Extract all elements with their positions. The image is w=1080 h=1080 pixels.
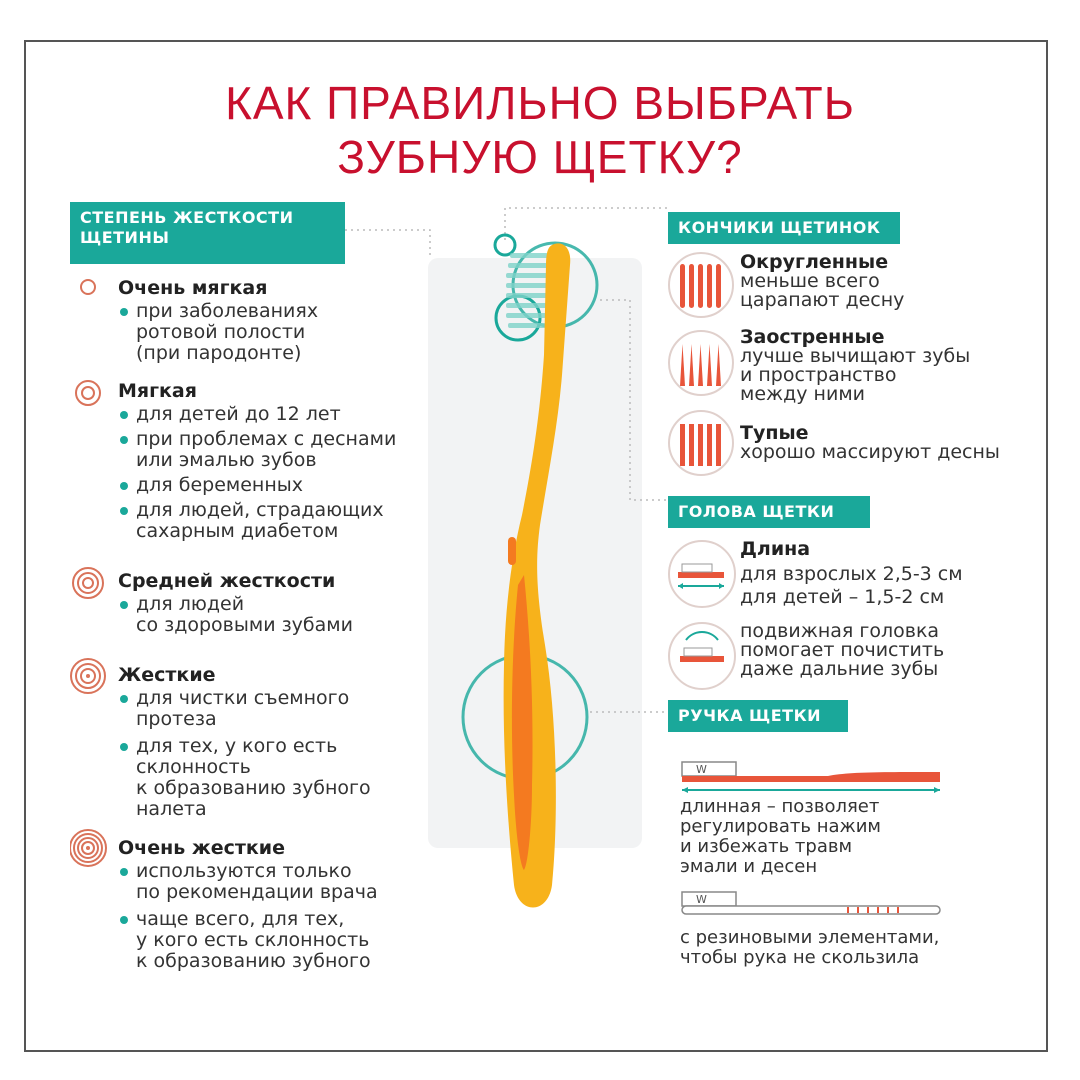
- stiffness-rings-icon: [70, 565, 110, 601]
- bullet-line: при проблемах с деснами: [136, 428, 397, 450]
- mobile-head-icon: [668, 622, 736, 690]
- stiffness-name: Средней жесткости: [118, 570, 336, 592]
- stiffness-very-hard: [118, 838, 378, 972]
- bullet-line: для людей: [136, 593, 245, 615]
- stiffness-rings-icon: [70, 275, 110, 299]
- head-length: [740, 540, 963, 607]
- bullet-line: по рекомендации врача: [136, 881, 378, 903]
- tip-blunt: [740, 424, 1000, 462]
- brush-handle: [504, 243, 571, 907]
- tip-pointed: [740, 328, 970, 404]
- stiffness-very-soft: [118, 278, 318, 364]
- grip-notch: [508, 537, 516, 565]
- tip-name: Тупые: [740, 422, 809, 444]
- tip-desc-line: хорошо массируют десны: [740, 441, 1000, 463]
- bullet: [118, 429, 396, 471]
- bullet: [118, 736, 371, 820]
- stiffness-header-line-2: ЩЕТИНЫ: [80, 228, 170, 247]
- head-mobile-line: подвижная головка: [740, 620, 940, 642]
- stiffness-rings-icon: [70, 828, 110, 868]
- bristle-tip-icon: [668, 330, 734, 396]
- bullet-line: сахарным диабетом: [136, 520, 339, 542]
- tips-header: КОНЧИКИ ЩЕТИНОК: [668, 212, 900, 244]
- head-adult-size: для взрослых 2,5-3 см: [740, 563, 963, 585]
- stiffness-name: Очень жесткие: [118, 837, 286, 859]
- bullet: [118, 909, 378, 972]
- handle-rubber-line: с резиновыми элементами,: [680, 927, 940, 948]
- bristle-tip-icon: [668, 252, 734, 318]
- tip-desc-line: меньше всего: [740, 270, 880, 292]
- stiffness-rings-icon: [70, 656, 110, 696]
- bullet-line: у кого есть склонность: [136, 929, 370, 951]
- stiffness-hard: [118, 665, 371, 820]
- tip-name: Заостренные: [740, 326, 885, 348]
- stiffness-name: Мягкая: [118, 380, 197, 402]
- bullet-line: ротовой полости: [136, 321, 306, 343]
- handle-header: РУЧКА ЩЕТКИ: [668, 700, 848, 732]
- stiffness-soft: [118, 381, 396, 542]
- stiffness-medium: [118, 571, 353, 636]
- bullet: [118, 688, 371, 730]
- head-mobile-line: даже дальние зубы: [740, 658, 939, 680]
- stiffness-name: Жесткие: [118, 664, 216, 686]
- bullet-line: (при пародонте): [136, 342, 302, 364]
- svg-text:W: W: [696, 763, 707, 776]
- bullet-line: для беременных: [136, 474, 304, 496]
- bullet-line: к образованию зубного: [136, 950, 371, 972]
- handle-long-text: [680, 797, 881, 877]
- brush-head-length-icon: [668, 540, 736, 608]
- handle-long-line: и избежать травм: [680, 836, 853, 857]
- bullet-line: используются только: [136, 860, 352, 882]
- stiffness-rings-icon: [70, 378, 110, 408]
- head-mobile-line: помогает почистить: [740, 639, 945, 661]
- bullet-line: к образованию зубного: [136, 777, 371, 799]
- bristle-tip-icon: [668, 410, 734, 476]
- bullet: [118, 861, 378, 903]
- bullet: [118, 301, 318, 364]
- tip-desc-line: лучше вычищают зубы: [740, 345, 971, 367]
- toothbrush-illustration: [440, 225, 640, 915]
- tip-desc-line: и пространство: [740, 364, 897, 386]
- handle-long-line: длинная – позволяет: [680, 796, 880, 817]
- bullet-line: для детей до 12 лет: [136, 403, 341, 425]
- stiffness-header: [70, 202, 345, 264]
- tip-name: Округленные: [740, 251, 889, 273]
- bullet: [118, 475, 396, 496]
- head-length-name: Длина: [740, 538, 811, 560]
- long-handle-icon: [678, 752, 948, 796]
- bullet: [118, 594, 353, 636]
- bullet-line: налета: [136, 798, 207, 820]
- title-line-2: ЗУБНУЮ ЩЕТКУ?: [337, 131, 743, 183]
- bullet-line: протеза: [136, 708, 217, 730]
- stiffness-header-line-1: СТЕПЕНЬ ЖЕСТКОСТИ: [80, 208, 294, 227]
- head-header: ГОЛОВА ЩЕТКИ: [668, 496, 870, 528]
- handle-rubber-line: чтобы рука не скользила: [680, 947, 920, 968]
- head-mobile: [740, 622, 944, 679]
- head-kids-size: для детей – 1,5-2 см: [740, 586, 945, 608]
- bullet: [118, 404, 396, 425]
- tip-rounded: [740, 253, 904, 310]
- stiffness-name: Очень мягкая: [118, 277, 268, 299]
- svg-text:W: W: [696, 893, 707, 906]
- title-line-1: КАК ПРАВИЛЬНО ВЫБРАТЬ: [225, 77, 855, 129]
- bullet: [118, 500, 396, 542]
- bullet-line: чаще всего, для тех,: [136, 908, 345, 930]
- bullet-line: со здоровыми зубами: [136, 614, 353, 636]
- handle-rubber-text: [680, 928, 939, 968]
- bullet-line: для людей, страдающих: [136, 499, 384, 521]
- tip-desc-line: между ними: [740, 383, 866, 405]
- rubber-handle-icon: [678, 888, 948, 918]
- bullet-line: или эмалью зубов: [136, 449, 317, 471]
- bullet-line: для чистки съемного: [136, 687, 350, 709]
- bristle-small-ring: [495, 235, 515, 255]
- bullet-line: для тех, у кого есть: [136, 735, 338, 757]
- bullet-line: склонность: [136, 756, 251, 778]
- handle-long-line: регулировать нажим: [680, 816, 881, 837]
- tip-desc-line: царапают десну: [740, 289, 905, 311]
- handle-long-line: эмали и десен: [680, 856, 818, 877]
- bullet-line: при заболеваниях: [136, 300, 319, 322]
